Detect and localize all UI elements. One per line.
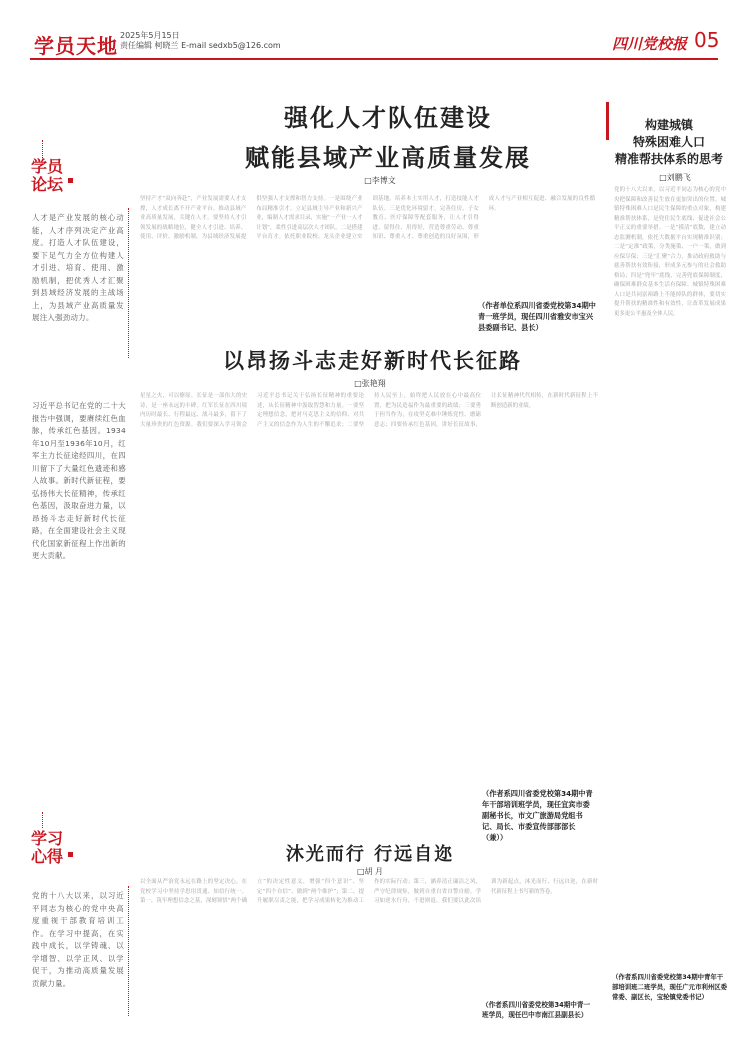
issue-date <box>120 31 281 51</box>
section-title: 学员天地 <box>34 34 118 58</box>
newspaper-logo: 四川党校报 <box>612 35 688 53</box>
article2-title: 以昂扬斗志走好新时代长征路 <box>223 348 522 373</box>
sidebar-mid-text: 习近平总书记在党的二十大报告中强调，要赓续红色血脉，传承红色基因。1934年10月至1936年10月，红军主力长征途经四川，在四川留下了大量红色遗迹和感人故事。新时代新征程，要弘扬伟大长征精神，传承红色基因，汲取奋进力量，以昂扬斗志走好新时代长征路，在全面建设社会主义现代化国家新征程上作出新的更大贡献。 <box>32 401 126 560</box>
article-right-byline: □刘鹏飞 <box>659 173 691 182</box>
article-right-body: 党的十八大以来，以习近平同志为核心的党中央把保障和改善民生放在更加突出的位置。城镇特殊困难人口是民生保障的重点对象，构建精准帮扶体系，是兜住民生底线、促进社会公平正义的重要举措。一是“摸清”底数，建立动态监测机制，依托大数据平台实现精准识别；二是“定准”政策，分类施策、一户一策，做到应保尽保；三是“汇聚”合力，推动政府救助与慈善帮扶有效衔接，形成多元参与的社会救助格局；四是“兜牢”底线，完善兜底保障制度，确保困难群众基本生活有保障。城镇特殊困难人口是共同富裕路上不能掉队的群体，要切实提升帮扶的精准性和有效性，让改革发展成果更多更公平惠及全体人民。 <box>614 187 726 317</box>
article1-body: 坚持产才“双向奔赴”，产业发展需要人才支撑，人才成长离不开产业平台。推动县域产业高质量发展，关键在人才。要坚持人才引领发展的战略地位，健全人才引进、培养、使用、评价、激励机制，为县域经济发展提供坚强人才支撑和智力支持。一是围绕产业布局精准引才。立足县域主导产业和新兴产业，编制人才需求目录，实施“一产业一人才计划”，柔性引进高层次人才团队。二是搭建平台育才。依托职业院校、龙头企业建立实训基地，培养本土实用人才，打造技能人才队伍。三是优化环境留才。完善住房、子女教育、医疗保障等配套服务，让人才引得进、留得住、用得好，营造尊重劳动、尊重知识、尊重人才、尊重创造的良好氛围，形成人才与产业相互促进、融合发展的良性循环。 <box>140 196 595 240</box>
article2-byline: □张艳翔 <box>354 379 386 388</box>
article1-byline: □李博文 <box>364 176 396 185</box>
article-right-title-line3: 精准帮扶体系的思考 <box>614 152 723 166</box>
article2-author-note: （作者系四川省委党校第34期中青年干部培训班学员，现任宜宾市委副秘书长，市文广旅游局党组书记、局长、市委宣传部部部长（兼）） <box>482 789 593 842</box>
article3-title: 沐光而行 行远自迩 <box>285 844 455 865</box>
article-right-title-line1: 构建城镇 <box>644 118 693 132</box>
article1-title-line2: 赋能县域产业高质量发展 <box>245 143 531 172</box>
article1-title-line1: 强化人才队伍建设 <box>284 103 492 132</box>
editor-line: 责任编辑 柯晓兰 E-mail sedxb5@126.com <box>120 41 281 50</box>
date-line: 2025年5月15日 <box>120 31 180 40</box>
article-right-title-line2: 特殊困难人口 <box>632 135 705 149</box>
article3-author-note: （作者系四川省委党校第34期中青一班学员，现任巴中市南江县副县长） <box>482 1001 591 1019</box>
page-number: 05 <box>694 28 720 52</box>
sidebar-label-study <box>26 830 68 866</box>
header-divider <box>30 58 718 60</box>
sidebar-label-forum <box>26 158 68 194</box>
decor-dotted-line <box>128 886 129 1016</box>
sidebar-label-forum-text: 学员 论坛 <box>30 157 63 194</box>
article3-byline: □胡 月 <box>356 867 384 876</box>
article3-body: 以全面从严治党永远在路上的坚定决心，在党校学习中坚持学思用贯通、知信行统一。第一，筑牢理想信念之基，深刻领悟“两个确立”的决定性意义，增强“四个意识”、坚定“四个自信”、做到“两个维护”；第二，提升履职尽责之能，把学习成果转化为推动工作的实际行动；第三，涵养清正廉洁之风，严守纪律规矩，做到自重自省自警自励。学习如逆水行舟，不进则退。我们要以此次培训为新起点，沐光而行、行远自迩，在新时代新征程上书写新的答卷。 <box>140 879 598 904</box>
sidebar-study-text: 党的十八大以来，以习近平同志为核心的党中央高度重视干部教育培训工作。在学习中提高，在实践中成长，以学铸魂、以学增智、以学正风、以学促干，为推动高质量发展贡献力量。 <box>32 891 124 988</box>
decor-red-bar <box>606 102 609 140</box>
decor-square <box>68 852 73 857</box>
article1-author-note: （作者单位系四川省委党校第34期中青一班学员，现任四川省雅安市宝兴县委副书记、县长） <box>478 301 596 332</box>
decor-dotted-line <box>128 208 129 358</box>
decor-square <box>68 178 73 183</box>
decor-dotted-line <box>42 812 43 828</box>
sidebar-forum-text: 人才是产业发展的核心动能，人才序列决定产业高度。打造人才队伍建设，要下足气力全方位构建人才引进、培育、使用、激励机制，把优秀人才汇聚到县域经济发展的主战场上，为县域产业高质量发展注入强劲动力。 <box>32 213 124 322</box>
sidebar-label-study-text: 学习 心得 <box>30 829 63 866</box>
article-right-author-note: （作者系四川省委党校第34期中青年干部培训班二班学员，现任广元市利州区委常委、副区长，宝轮镇党委书记） <box>612 973 728 1001</box>
article2-body: 星星之火，可以燎原。长征是一部伟大的史诗，是一座永远的丰碑。红军长征在四川境内历时最长、行程最远、战斗最多，留下了大量珍贵的红色资源。我们要深入学习领会习近平总书记关于弘扬长征精神的重要论述，从长征精神中汲取智慧和力量。一要坚定理想信念，把对马克思主义的信仰、对共产主义的信念作为人生的不懈追求；二要坚持人民至上，始终把人民放在心中最高位置，把为民造福作为最重要的政绩；三要勇于担当作为，在攻坚克难中锤炼党性、磨砺意志；四要传承红色基因，讲好长征故事，让长征精神代代相传，在新时代新征程上不断创造新的业绩。 <box>140 393 598 428</box>
